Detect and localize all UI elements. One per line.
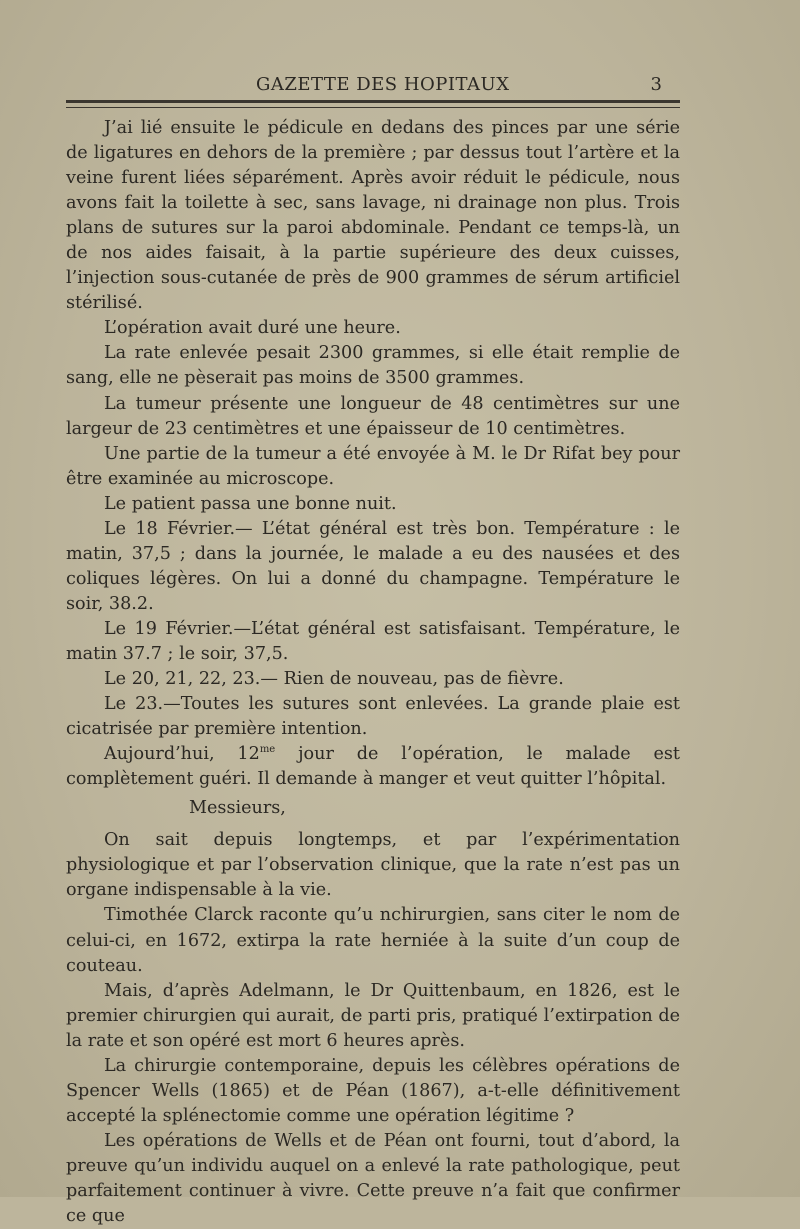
paragraph: L’opération avait duré une heure. — [104, 318, 401, 339]
paragraph: J’ai lié ensuite le pédicule en dedans des pinces par une série de ligatures en dehors de la première ; par dessus tout l’artère et la veine furent liées séparément. Après avoir réduit le pédicule, nous avons fait la toilette à sec, sans lavage, ni drainage non plus. Trois plans de sutures sur la paroi abdominale. Pendant ce temps-là, un de nos aides faisait, à la partie supérieure des deux cuisses, l’injection sous-cutanée de près de 900 grammes de sérum artificiel stérilisé. — [66, 118, 680, 314]
paragraph: Les opérations de Wells et de Péan ont fourni, tout d’abord, la preuve qu’un individu auquel on a enlevé la rate pathologique, peut parfaitement continuer à vivre. Cette preuve n’a fait que confirmer ce que — [66, 1130, 680, 1227]
paragraph: La chirurgie contemporaine, depuis les célèbres opérations de Spencer Wells (1865) et de Péan (1867), a-t-elle définitivement accepté la splénectomie comme une opération légitime ? — [66, 1055, 680, 1126]
paragraph: On sait depuis longtemps, et par l’expérimentation physiologique et par l’observation clinique, que la rate n’est pas un organe indispensable à la vie. — [66, 830, 680, 901]
paragraph: Le 18 Février.— L’état général est très bon. Température : le matin, 37,5 ; dans la journée, le malade a eu des nausées et des coliques légères. On lui a donné du champagne. Température le soir, 38.2. — [66, 518, 680, 614]
paragraph: Mais, d’après Adelmann, le Dr Quittenbaum, en 1826, est le premier chirurgien qui aurait, de parti pris, pratiqué l’extirpation de la rate et son opéré est mort 6 heures après. — [66, 980, 680, 1051]
paragraph: Le 19 Février.—L’état général est satisfaisant. Température, le matin 37.7 ; le soir, 37,5. — [66, 618, 680, 664]
running-title: GAZETTE DES HOPITAUX — [256, 74, 510, 95]
page-header — [66, 74, 680, 100]
text-segment: Aujourd’hui, 12 — [104, 744, 260, 765]
paragraph: Le 20, 21, 22, 23.— Rien de nouveau, pas de fièvre. — [104, 669, 564, 690]
paragraph — [66, 742, 680, 792]
paragraph: Timothée Clarck raconte qu’u nchirurgien, sans citer le nom de celui-ci, en 1672, extirpa la rate herniée à la suite d’un coup de couteau. — [66, 905, 680, 976]
paragraph: Le patient passa une bonne nuit. — [104, 493, 397, 514]
ordinal-superscript: me — [259, 744, 276, 756]
paragraph: Une partie de la tumeur a été envoyée à M. le Dr Rifat bey pour être examinée au microscope. — [66, 443, 680, 489]
paragraph: Le 23.—Toutes les sutures sont enlevées. La grande plaie est cicatrisée par première intention. — [66, 694, 680, 740]
paragraph: La tumeur présente une longueur de 48 centimètres sur une largeur de 23 centimètres et une épaisseur de 10 centimètres. — [66, 393, 680, 439]
page-number: 3 — [650, 74, 662, 95]
paragraph: La rate enlevée pesait 2300 grammes, si elle était remplie de sang, elle ne pèserait pas moins de 3500 grammes. — [66, 343, 680, 389]
article-body — [66, 116, 680, 1229]
text-segment: jour de l’opération, le malade est complètement guéri. Il demande à manger et veut quitter l’hôpital. — [66, 744, 680, 790]
header-rule — [66, 100, 680, 108]
salutation: Messieurs, — [189, 798, 286, 819]
